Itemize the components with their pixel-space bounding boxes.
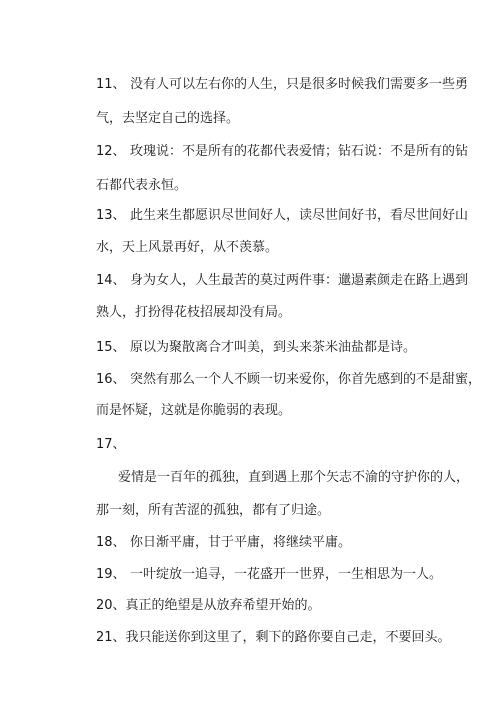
entry-17-line-1 [118,470,470,486]
entry-16-line-2 [96,403,436,419]
entry-text: 熟人，打扮得花枝招展却没有局。 [96,305,292,320]
entry-number: 18、 [96,535,126,550]
entry-text: 而是怀疑，这就是你脆弱的表现。 [96,403,292,418]
entry-text: 一叶绽放一追寻，一花盛开一世界，一生相思为一人。 [130,567,443,582]
entry-text: 我只能送你到这里了，剩下的路你要自己走，不要回头。 [125,630,451,645]
entry-number: 17、 [96,437,126,452]
entry-13-line-1 [96,208,469,224]
entry-text: 石都代表永恒。 [96,178,188,193]
entry-19-line-1 [96,567,443,583]
entry-12-line-2 [96,178,436,194]
entry-text: 爱情是一百年的孤独，直到遇上那个矢志不渝的守护你的人， [118,470,470,485]
entry-text: 气，去坚定自己的选择。 [96,111,240,126]
entry-number: 21、 [96,630,126,645]
entry-14-line-2 [96,305,436,321]
entry-number: 11、 [96,77,126,92]
entry-16-line-1 [96,372,482,388]
entry-11-line-2 [96,111,436,127]
entry-number: 13、 [96,208,126,223]
entry-12-line-1 [96,144,469,160]
entry-text: 水，天上风景再好，从不羡慕。 [96,240,279,255]
entry-text: 真正的绝望是从放弃希望开始的。 [125,598,321,613]
entry-text: 你日渐平庸，甘于平庸，将继续平庸。 [130,535,352,550]
entry-15-line-1 [96,340,436,356]
entry-text: 那一刻，所有苦涩的孤独，都有了归途。 [96,503,331,518]
entry-14-line-1 [96,273,469,289]
entry-13-line-2 [96,240,436,256]
entry-text: 玫瑰说：不是所有的花都代表爱情；钻石说：不是所有的钻 [130,144,469,159]
entry-number: 19、 [96,567,126,582]
entry-18-line-1 [96,535,436,551]
entry-17-line-2 [96,503,436,519]
entry-number: 12、 [96,144,126,159]
entry-21-line-1 [96,630,451,646]
entry-number: 15、 [96,340,126,355]
entry-text: 此生来生都愿识尽世间好人，读尽世间好书，看尽世间好山 [130,208,469,223]
entry-20-line-1 [96,598,436,614]
entry-number: 20、 [96,598,126,613]
entry-17-number-line [96,437,436,453]
entry-number: 14、 [96,273,126,288]
entry-text: 原以为聚散离合才叫美，到头来茶米油盐都是诗。 [130,340,417,355]
entry-text: 突然有那么一个人不顾一切来爱你，你首先感到的不是甜蜜， [130,372,482,387]
entry-11-line-1 [96,77,469,93]
entry-text: 没有人可以左右你的人生，只是很多时候我们需要多一些勇 [130,77,469,92]
entry-text: 身为女人，人生最苦的莫过两件事：邋遢素颜走在路上遇到 [130,273,469,288]
entry-number: 16、 [96,372,126,387]
